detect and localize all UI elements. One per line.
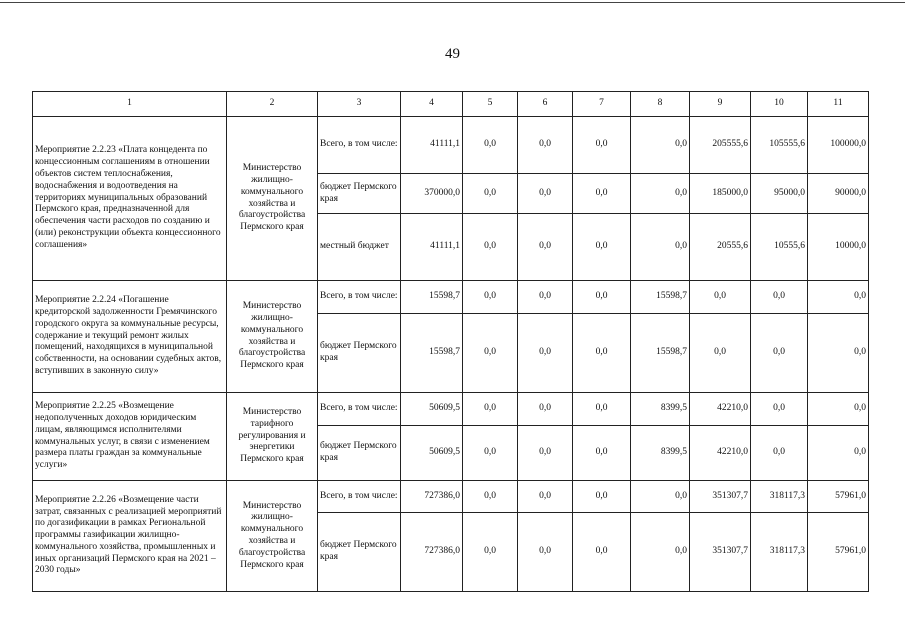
value-cell: 0,0 — [808, 314, 869, 393]
value-cell: 0,0 — [573, 117, 631, 174]
value-cell: 15598,7 — [401, 314, 463, 393]
measure-executor: Министерство жилищно-коммунального хозяйства и благоустройства Пермского края — [227, 481, 318, 592]
value-cell: 0,0 — [463, 281, 518, 314]
value-cell: 185000,0 — [690, 174, 751, 214]
value-cell: 95000,0 — [751, 174, 808, 214]
value-cell: 0,0 — [463, 174, 518, 214]
funding-source: Всего, в том числе: — [318, 393, 401, 426]
value-cell: 0,0 — [518, 281, 573, 314]
funding-source: местный бюджет — [318, 214, 401, 281]
value-cell: 0,0 — [573, 393, 631, 426]
header-cell: 8 — [631, 92, 690, 117]
value-cell: 0,0 — [518, 117, 573, 174]
value-cell: 0,0 — [808, 393, 869, 426]
value-cell: 0,0 — [631, 174, 690, 214]
table-row — [33, 117, 869, 174]
funding-source: Всего, в том числе: — [318, 281, 401, 314]
value-cell: 370000,0 — [401, 174, 463, 214]
value-cell: 0,0 — [463, 393, 518, 426]
value-cell: 0,0 — [573, 513, 631, 592]
value-cell: 0,0 — [751, 426, 808, 481]
value-cell: 351307,7 — [690, 481, 751, 513]
measure-executor: Министерство жилищно-коммунального хозяйства и благоустройства Пермского края — [227, 281, 318, 393]
value-cell: 0,0 — [631, 513, 690, 592]
value-cell: 105555,6 — [751, 117, 808, 174]
value-cell: 351307,7 — [690, 513, 751, 592]
header-cell: 5 — [463, 92, 518, 117]
value-cell: 0,0 — [463, 513, 518, 592]
header-cell: 1 — [33, 92, 227, 117]
funding-source: бюджет Пермского края — [318, 426, 401, 481]
table-row — [33, 393, 869, 426]
value-cell: 0,0 — [463, 214, 518, 281]
value-cell: 318117,3 — [751, 481, 808, 513]
value-cell: 0,0 — [518, 393, 573, 426]
value-cell: 0,0 — [518, 314, 573, 393]
value-cell: 0,0 — [463, 481, 518, 513]
funding-source: бюджет Пермского края — [318, 513, 401, 592]
value-cell: 205555,6 — [690, 117, 751, 174]
value-cell: 0,0 — [463, 117, 518, 174]
measure-description: Мероприятие 2.2.26 «Возмещение части затрат, связанных с реализацией мероприятий по догазификации в рамках Региональной программы газификации жилищно-коммунального хозяйства, промышленных и иных организаций Пермского края на 2021 – 2030 годы» — [33, 481, 227, 592]
value-cell: 0,0 — [573, 214, 631, 281]
value-cell: 0,0 — [518, 174, 573, 214]
value-cell: 0,0 — [573, 281, 631, 314]
value-cell: 0,0 — [808, 281, 869, 314]
value-cell: 100000,0 — [808, 117, 869, 174]
value-cell: 0,0 — [690, 281, 751, 314]
value-cell: 0,0 — [573, 174, 631, 214]
value-cell: 57961,0 — [808, 513, 869, 592]
header-row — [33, 92, 869, 117]
table-row — [33, 481, 869, 513]
top-rule — [0, 2, 905, 3]
value-cell: 0,0 — [808, 426, 869, 481]
value-cell: 0,0 — [751, 281, 808, 314]
value-cell: 41111,1 — [401, 117, 463, 174]
value-cell: 0,0 — [751, 314, 808, 393]
value-cell: 0,0 — [518, 214, 573, 281]
value-cell: 8399,5 — [631, 393, 690, 426]
value-cell: 15598,7 — [631, 314, 690, 393]
value-cell: 90000,0 — [808, 174, 869, 214]
header-cell: 2 — [227, 92, 318, 117]
value-cell: 10555,6 — [751, 214, 808, 281]
value-cell: 42210,0 — [690, 393, 751, 426]
funding-source: бюджет Пермского края — [318, 314, 401, 393]
page-number: 49 — [445, 46, 460, 62]
header-cell: 6 — [518, 92, 573, 117]
value-cell: 41111,1 — [401, 214, 463, 281]
value-cell: 0,0 — [573, 481, 631, 513]
measure-executor: Министерство жилищно-коммунального хозяйства и благоустройства Пермского края — [227, 117, 318, 281]
value-cell: 57961,0 — [808, 481, 869, 513]
value-cell: 0,0 — [518, 426, 573, 481]
value-cell: 50609,5 — [401, 393, 463, 426]
value-cell: 15598,7 — [631, 281, 690, 314]
header-cell: 4 — [401, 92, 463, 117]
header-cell: 9 — [690, 92, 751, 117]
value-cell: 727386,0 — [401, 513, 463, 592]
value-cell: 0,0 — [690, 314, 751, 393]
value-cell: 0,0 — [518, 481, 573, 513]
value-cell: 20555,6 — [690, 214, 751, 281]
value-cell: 0,0 — [463, 426, 518, 481]
measure-description: Мероприятие 2.2.25 «Возмещение недополученных доходов юридическим лицам, являющимся исполнителями коммунальных услуг, в связи с изменением размера платы граждан за коммунальные услуги» — [33, 393, 227, 481]
value-cell: 0,0 — [751, 393, 808, 426]
budget-table — [32, 91, 869, 592]
funding-source: Всего, в том числе: — [318, 481, 401, 513]
header-cell: 10 — [751, 92, 808, 117]
header-cell: 3 — [318, 92, 401, 117]
header-cell: 7 — [573, 92, 631, 117]
value-cell: 0,0 — [631, 481, 690, 513]
value-cell: 42210,0 — [690, 426, 751, 481]
value-cell: 15598,7 — [401, 281, 463, 314]
value-cell: 0,0 — [463, 314, 518, 393]
header-cell: 11 — [808, 92, 869, 117]
measure-description: Мероприятие 2.2.24 «Погашение кредиторской задолженности Гремячинского городского округа за коммунальные ресурсы, содержание и текущий ремонт жилых помещений, находящихся в муниципальной собственности, на основании судебных актов, вступивших в законную силу» — [33, 281, 227, 393]
value-cell: 0,0 — [518, 513, 573, 592]
value-cell: 318117,3 — [751, 513, 808, 592]
value-cell: 727386,0 — [401, 481, 463, 513]
measure-executor: Министерство тарифного регулирования и энергетики Пермского края — [227, 393, 318, 481]
value-cell: 0,0 — [631, 214, 690, 281]
funding-source: Всего, в том числе: — [318, 117, 401, 174]
measure-description: Мероприятие 2.2.23 «Плата концедента по концессионным соглашениям в отношении объектов систем теплоснабжения, водоснабжения и водоотведения на территориях муниципальных образований Пермского края, предназначенной для обеспечения части расходов по созданию и (или) реконструкции объекта концессионного соглашения» — [33, 117, 227, 281]
value-cell: 0,0 — [631, 117, 690, 174]
value-cell: 0,0 — [573, 426, 631, 481]
funding-source: бюджет Пермского края — [318, 174, 401, 214]
value-cell: 10000,0 — [808, 214, 869, 281]
value-cell: 0,0 — [573, 314, 631, 393]
table-row — [33, 281, 869, 314]
value-cell: 50609,5 — [401, 426, 463, 481]
value-cell: 8399,5 — [631, 426, 690, 481]
